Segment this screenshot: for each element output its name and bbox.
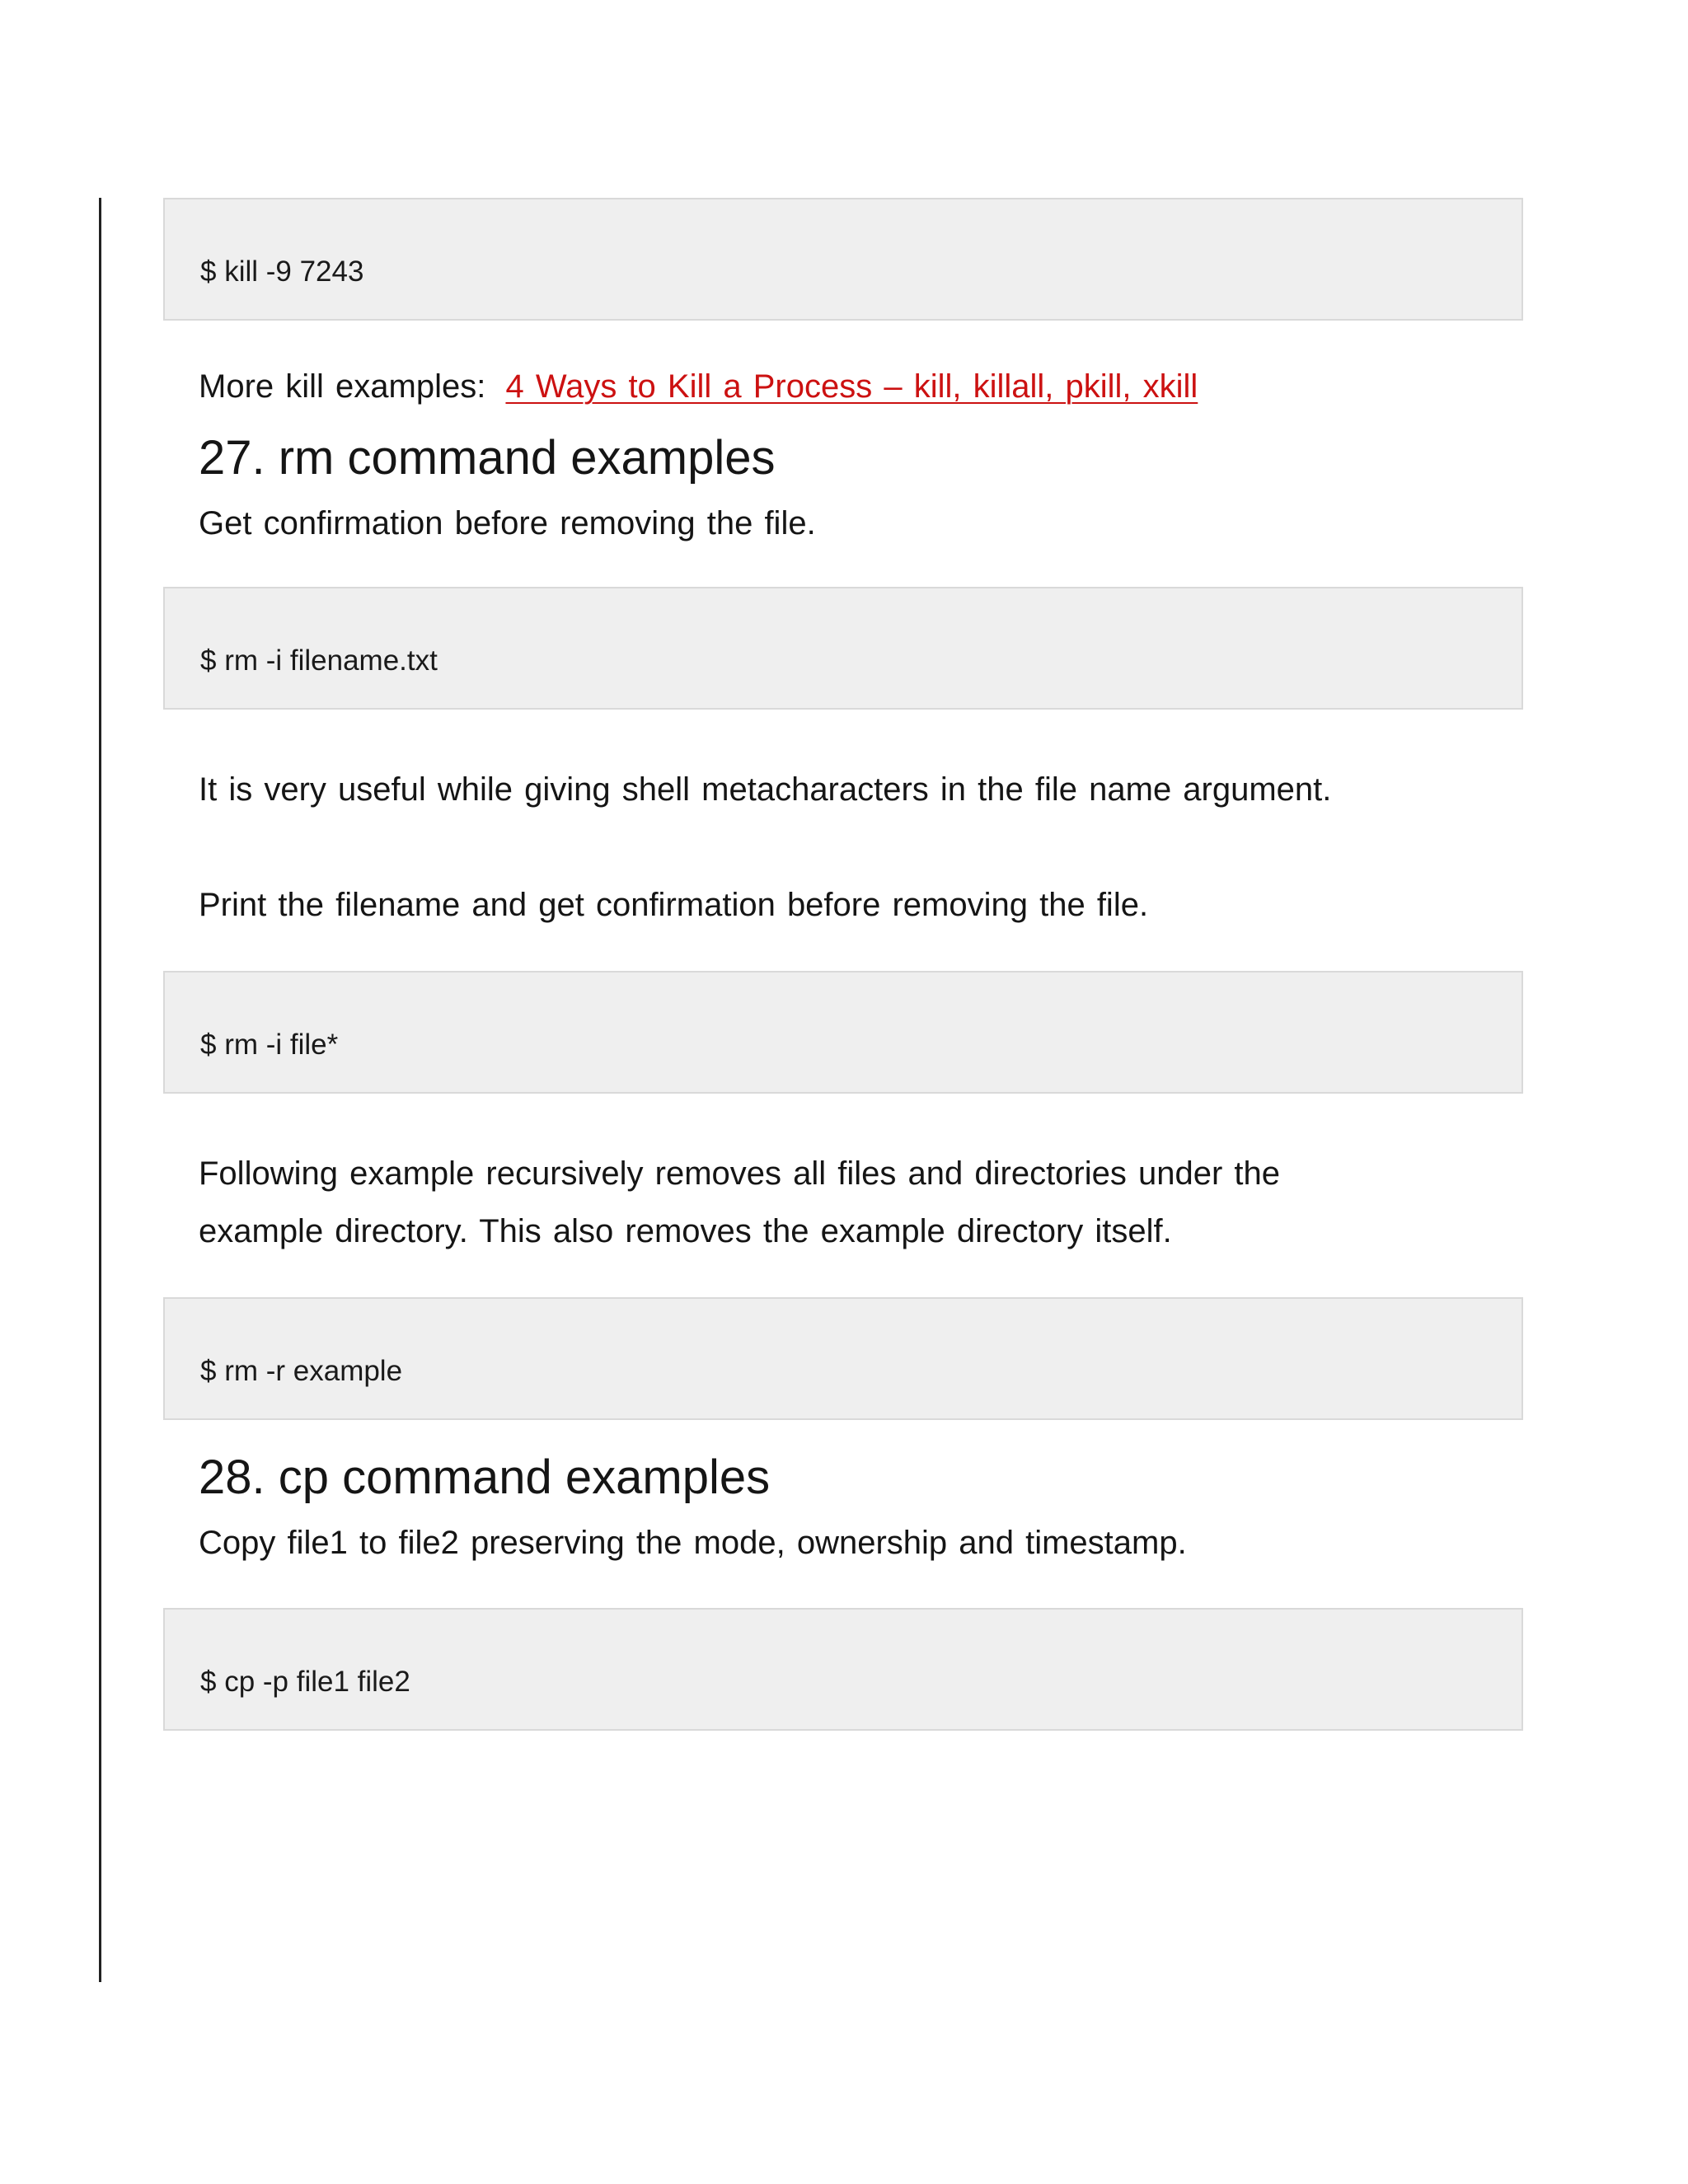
cp-intro-text: Copy file1 to file2 preserving the mode, ownership and timestamp. — [199, 1524, 1187, 1561]
more-kill-prefix: More kill examples: — [199, 368, 486, 405]
document-content — [163, 198, 1523, 1731]
code-kill-text: $ kill -9 7243 — [200, 255, 364, 288]
rm-intro-text: Get confirmation before removing the file. — [199, 504, 816, 541]
heading-rm-command: 27. rm command examples — [199, 431, 776, 485]
rm-recursive-line-1: Following example recursively removes all files and directories under the — [199, 1155, 1281, 1192]
code-cp-text: $ cp -p file1 file2 — [200, 1665, 410, 1698]
code-rm-r-text: $ rm -r example — [200, 1354, 403, 1387]
code-block-rm-i — [163, 587, 1523, 710]
code-block-cp — [163, 1608, 1523, 1731]
code-block-rm-r — [163, 1297, 1523, 1420]
rm-recursive-text — [163, 1145, 1523, 1260]
rm-metacharacters-text: It is very useful while giving shell metacharacters in the file name argument. — [199, 771, 1332, 808]
code-rm-i-text: $ rm -i filename.txt — [200, 644, 438, 677]
heading-cp-command: 28. cp command examples — [199, 1450, 771, 1504]
kill-process-link[interactable]: 4 Ways to Kill a Process – kill, killall, pkill, xkill — [505, 368, 1198, 405]
left-margin-rule — [99, 198, 101, 1982]
more-kill-examples — [163, 358, 1523, 415]
code-block-rm-glob — [163, 971, 1523, 1094]
rm-recursive-line-2: example directory. This also removes the example directory itself. — [199, 1212, 1172, 1249]
rm-print-filename-text: Print the filename and get confirmation before removing the file. — [199, 886, 1149, 923]
code-rm-glob-text: $ rm -i file* — [200, 1028, 339, 1061]
code-block-kill — [163, 198, 1523, 321]
